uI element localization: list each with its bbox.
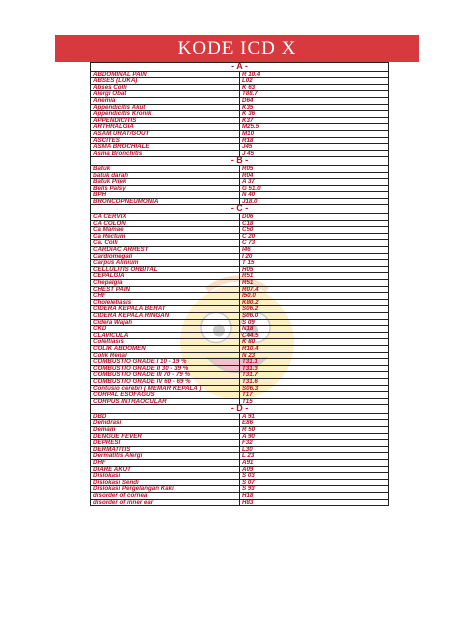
table-row — [91, 144, 389, 151]
diagnosis-cell: Dehidrasi — [91, 420, 240, 427]
icd-code-cell: K35 — [240, 104, 389, 111]
table-row — [91, 352, 389, 359]
icd-code-cell: C 73 — [240, 240, 389, 247]
table-row — [91, 286, 389, 293]
table-row — [91, 104, 389, 111]
section-header — [91, 63, 389, 72]
table-row — [91, 78, 389, 85]
icd-code-cell: I 20 — [240, 253, 389, 260]
diagnosis-cell: DEPRESI — [91, 440, 240, 447]
section-header — [91, 205, 389, 214]
icd-code-cell: S06.3 — [240, 385, 389, 392]
diagnosis-cell: Appendicitis Kronik — [91, 111, 240, 118]
icd-code-cell: K37 — [240, 117, 389, 124]
diagnosis-cell: DIARE AKUT — [91, 466, 240, 473]
icd-code-cell: F32 — [240, 440, 389, 447]
icd-code-cell: S 93 — [240, 486, 389, 493]
table-row — [91, 247, 389, 254]
diagnosis-cell: Batuk — [91, 165, 240, 172]
diagnosis-cell: ABDOMINAL PAIN — [91, 71, 240, 78]
diagnosis-cell: Ca Rectum — [91, 233, 240, 240]
table-row — [91, 172, 389, 179]
table-row — [91, 460, 389, 467]
icd-code-cell: R 10.4 — [240, 71, 389, 78]
table-row — [91, 233, 389, 240]
icd-code-cell: K 36 — [240, 111, 389, 118]
table-row — [91, 84, 389, 91]
icd-code-cell: A 91 — [240, 413, 389, 420]
diagnosis-cell: ASMA BROCHIALE — [91, 144, 240, 151]
section-header — [91, 405, 389, 414]
icd-code-cell: L 23 — [240, 453, 389, 460]
icd-code-cell: T88.7 — [240, 91, 389, 98]
icd-code-cell: D64 — [240, 97, 389, 104]
icd-code-cell: T31.3 — [240, 365, 389, 372]
table-row — [91, 446, 389, 453]
diagnosis-cell: ABSES (LUKA) — [91, 78, 240, 85]
table-row — [91, 71, 389, 78]
diagnosis-cell: Cidera Wajah — [91, 319, 240, 326]
diagnosis-cell: disorder of inner ear — [91, 499, 240, 506]
table-row — [91, 378, 389, 385]
diagnosis-cell: Ca. Colli — [91, 240, 240, 247]
table-row — [91, 332, 389, 339]
icd-code-cell: R 50 — [240, 427, 389, 434]
table-row — [91, 111, 389, 118]
diagnosis-cell: BPH — [91, 192, 240, 199]
icd-code-cell: C44.5 — [240, 332, 389, 339]
diagnosis-cell: Alergi Obat — [91, 91, 240, 98]
icd-code-cell: J18.0 — [240, 198, 389, 205]
table-row — [91, 97, 389, 104]
table-row — [91, 137, 389, 144]
diagnosis-cell: Demam — [91, 427, 240, 434]
section-letter: - D - — [91, 405, 389, 414]
table-row — [91, 273, 389, 280]
diagnosis-cell: COMBUSTIO GRADE II 30 - 39 % — [91, 365, 240, 372]
icd-code-cell: E86 — [240, 420, 389, 427]
table-row — [91, 280, 389, 287]
icd-code-cell: R07.4 — [240, 286, 389, 293]
table-row — [91, 345, 389, 352]
diagnosis-cell: Anemia — [91, 97, 240, 104]
icd-code-cell: H18 — [240, 493, 389, 500]
diagnosis-cell: CARDIAC ARREST — [91, 247, 240, 254]
icd-code-cell: D06 — [240, 214, 389, 221]
table-row — [91, 266, 389, 273]
icd-code-cell: N 40 — [240, 192, 389, 199]
icd-code-cell: T15 — [240, 398, 389, 405]
icd-code-cell: H83 — [240, 499, 389, 506]
page-title: KODE ICD X — [177, 38, 297, 59]
diagnosis-cell: CHEST PAIN — [91, 286, 240, 293]
table-row — [91, 299, 389, 306]
diagnosis-cell: CKD — [91, 326, 240, 333]
icd-code-cell: I46 — [240, 247, 389, 254]
table-row — [91, 220, 389, 227]
table-row — [91, 479, 389, 486]
table-row — [91, 326, 389, 333]
table-row — [91, 130, 389, 137]
table-row — [91, 385, 389, 392]
table-row — [91, 198, 389, 205]
icd-code-cell: S 03 — [240, 473, 389, 480]
diagnosis-cell: CELLULITIS ORBITAL — [91, 266, 240, 273]
section-letter: - A - — [91, 63, 389, 72]
diagnosis-cell: Asma Bronchitis — [91, 150, 240, 157]
icd-code-cell: R51 — [240, 273, 389, 280]
table-row — [91, 150, 389, 157]
icd-code-cell: T31.7 — [240, 372, 389, 379]
icd-code-cell: K 80 — [240, 339, 389, 346]
icd-code-cell: R51 — [240, 280, 389, 287]
table-row — [91, 117, 389, 124]
diagnosis-cell: Carpus Alinium — [91, 260, 240, 267]
icd-code-cell: R18 — [240, 137, 389, 144]
diagnosis-cell: ASAM URAT/GOUT — [91, 130, 240, 137]
diagnosis-cell: Choleletiasis — [91, 299, 240, 306]
icd-code-cell: C18 — [240, 220, 389, 227]
icd-code-cell: R04 — [240, 172, 389, 179]
icd-code-cell: L02 — [240, 78, 389, 85]
diagnosis-cell: Appendicitis Akut — [91, 104, 240, 111]
table-row — [91, 91, 389, 98]
table-row — [91, 486, 389, 493]
icd-code-cell: A 37 — [240, 179, 389, 186]
table-row — [91, 339, 389, 346]
table-row — [91, 359, 389, 366]
diagnosis-cell: CORPUS INTRAOCULAR — [91, 398, 240, 405]
diagnosis-cell: Coleltiasis — [91, 339, 240, 346]
table-row — [91, 179, 389, 186]
table-row — [91, 420, 389, 427]
table-row — [91, 192, 389, 199]
diagnosis-cell: CIDERA KEPALA RINGAN — [91, 312, 240, 319]
table-row — [91, 214, 389, 221]
table-row — [91, 227, 389, 234]
icd-code-cell: R10.4 — [240, 345, 389, 352]
table-row — [91, 427, 389, 434]
table-row — [91, 293, 389, 300]
diagnosis-cell: Abses Colli — [91, 84, 240, 91]
section-header — [91, 157, 389, 166]
table-row — [91, 260, 389, 267]
icd-code-cell: M25.5 — [240, 124, 389, 131]
section-letter: - C - — [91, 205, 389, 214]
diagnosis-cell: Bells Palsy — [91, 185, 240, 192]
diagnosis-cell: Batuk Pilek — [91, 179, 240, 186]
section-letter: - B - — [91, 157, 389, 166]
table-row — [91, 306, 389, 313]
diagnosis-cell: DENGUE FEVER — [91, 433, 240, 440]
icd-code-cell: J 45 — [240, 150, 389, 157]
diagnosis-cell: Chepalgia — [91, 280, 240, 287]
icd-code-cell: A 90 — [240, 433, 389, 440]
icd-code-cell: S 07 — [240, 479, 389, 486]
diagnosis-cell: ARTHRALGIA — [91, 124, 240, 131]
icd-code-cell: T31.6 — [240, 378, 389, 385]
icd-code-cell: K80.2 — [240, 299, 389, 306]
diagnosis-cell: ASCITES — [91, 137, 240, 144]
table-row — [91, 253, 389, 260]
diagnosis-cell: disorder of cornea — [91, 493, 240, 500]
icd-code-cell: M10 — [240, 130, 389, 137]
icd-code-cell: T 15 — [240, 260, 389, 267]
diagnosis-cell: Contusio cerebri ( MEMAR KEPALA ) — [91, 385, 240, 392]
icd-code-cell: T31.1 — [240, 359, 389, 366]
icd-code-cell: L30 — [240, 446, 389, 453]
table-row — [91, 185, 389, 192]
icd-code-cell: A09 — [240, 466, 389, 473]
icd-code-table — [90, 62, 389, 506]
diagnosis-cell: Cardiomegali — [91, 253, 240, 260]
diagnosis-cell: COMBUSTIO GRADE III 70 - 79 % — [91, 372, 240, 379]
table-row — [91, 433, 389, 440]
icd-code-cell: S06.0 — [240, 312, 389, 319]
diagnosis-cell: Ca Mamae — [91, 227, 240, 234]
diagnosis-cell: COMBUSTIO GRADE I 10 - 19 % — [91, 359, 240, 366]
diagnosis-cell: Dislokasi Sendi — [91, 479, 240, 486]
table-row — [91, 398, 389, 405]
icd-code-cell: G 51.0 — [240, 185, 389, 192]
table-row — [91, 124, 389, 131]
diagnosis-cell: CLAVICULA — [91, 332, 240, 339]
table-row — [91, 493, 389, 500]
icd-code-cell: I50.0 — [240, 293, 389, 300]
diagnosis-cell: CA COLON — [91, 220, 240, 227]
diagnosis-cell: Dislokasi Pergelangan Kaki — [91, 486, 240, 493]
icd-code-cell: T17 — [240, 392, 389, 399]
table-row — [91, 413, 389, 420]
icd-code-cell: R05 — [240, 165, 389, 172]
icd-code-cell: C50 — [240, 227, 389, 234]
icd-code-cell: C 20 — [240, 233, 389, 240]
icd-code-cell: S06.2 — [240, 306, 389, 313]
diagnosis-cell: DBD — [91, 413, 240, 420]
diagnosis-cell: COMBUSTIO GRADE IV 60 - 69 % — [91, 378, 240, 385]
diagnosis-cell: Dislokasi — [91, 473, 240, 480]
table-row — [91, 165, 389, 172]
diagnosis-cell: batuk darah — [91, 172, 240, 179]
icd-code-cell: J45 — [240, 144, 389, 151]
diagnosis-cell: Colik Renal — [91, 352, 240, 359]
table-row — [91, 499, 389, 506]
table-row — [91, 240, 389, 247]
table-row — [91, 312, 389, 319]
icd-code-cell: K 63 — [240, 84, 389, 91]
table-row — [91, 319, 389, 326]
icd-code-cell: A91 — [240, 460, 389, 467]
table-row — [91, 466, 389, 473]
table-row — [91, 440, 389, 447]
diagnosis-cell: CORPAL ESOFAGUS — [91, 392, 240, 399]
diagnosis-cell: BRONCOPNEUMONIA — [91, 198, 240, 205]
diagnosis-cell: APPENDICITIS — [91, 117, 240, 124]
table-row — [91, 372, 389, 379]
icd-code-cell: N18 — [240, 326, 389, 333]
diagnosis-cell: CIDERA KEPALA BERAT — [91, 306, 240, 313]
icd-code-cell: S 09 — [240, 319, 389, 326]
table-row — [91, 392, 389, 399]
diagnosis-cell: CA CERVIX — [91, 214, 240, 221]
diagnosis-cell: COLIK ABDOMEN — [91, 345, 240, 352]
diagnosis-cell: Dermatitis Alergi — [91, 453, 240, 460]
diagnosis-cell: DERMATITIS — [91, 446, 240, 453]
title-banner — [55, 35, 419, 62]
icd-code-cell: H05 — [240, 266, 389, 273]
diagnosis-cell: DHF — [91, 460, 240, 467]
icd-code-cell: N 23 — [240, 352, 389, 359]
table-row — [91, 473, 389, 480]
diagnosis-cell: CHF — [91, 293, 240, 300]
table-row — [91, 365, 389, 372]
diagnosis-cell: CEPALGIA — [91, 273, 240, 280]
table-row — [91, 453, 389, 460]
